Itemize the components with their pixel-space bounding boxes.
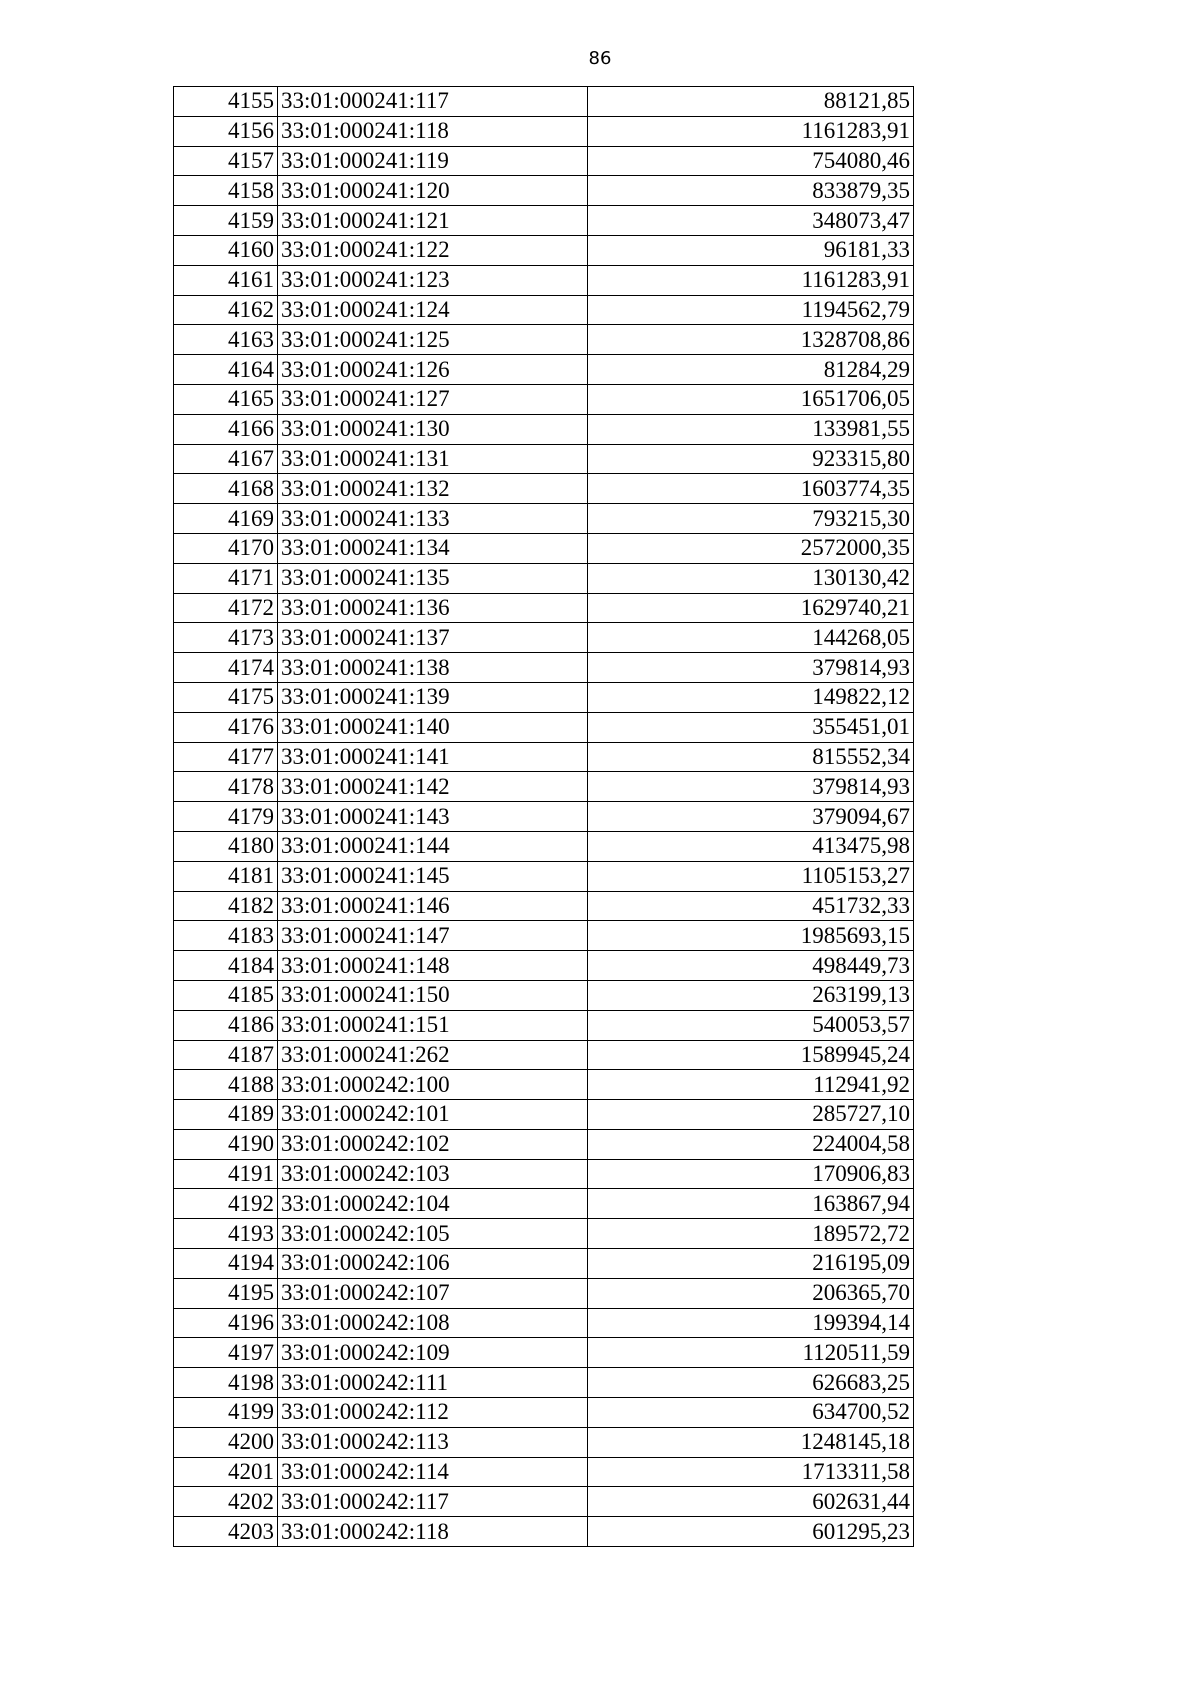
row-number-cell: 4199	[174, 1398, 278, 1428]
cadastral-number-cell: 33:01:000241:127	[278, 384, 588, 414]
cadastral-number-cell: 33:01:000242:102	[278, 1129, 588, 1159]
table-row	[174, 861, 914, 891]
table-row	[174, 1189, 914, 1219]
row-number-cell: 4174	[174, 653, 278, 683]
row-number-cell: 4166	[174, 414, 278, 444]
table-row	[174, 1129, 914, 1159]
cadastral-value-cell: 754080,46	[588, 146, 914, 176]
row-number-cell: 4190	[174, 1129, 278, 1159]
cadastral-number-cell: 33:01:000241:144	[278, 831, 588, 861]
table-row	[174, 265, 914, 295]
row-number-cell: 4192	[174, 1189, 278, 1219]
cadastral-value-cell: 815552,34	[588, 742, 914, 772]
table-row	[174, 355, 914, 385]
row-number-cell: 4155	[174, 87, 278, 117]
cadastral-number-cell: 33:01:000241:140	[278, 712, 588, 742]
cadastral-value-cell: 1589945,24	[588, 1040, 914, 1070]
table-row	[174, 1457, 914, 1487]
cadastral-number-cell: 33:01:000241:139	[278, 682, 588, 712]
cadastral-number-cell: 33:01:000241:121	[278, 206, 588, 236]
cadastral-number-cell: 33:01:000242:101	[278, 1100, 588, 1130]
cadastral-number-cell: 33:01:000241:118	[278, 116, 588, 146]
cadastral-value-cell: 923315,80	[588, 444, 914, 474]
cadastral-number-cell: 33:01:000241:131	[278, 444, 588, 474]
cadastral-number-cell: 33:01:000242:103	[278, 1159, 588, 1189]
table-row	[174, 772, 914, 802]
cadastral-value-cell: 263199,13	[588, 980, 914, 1010]
row-number-cell: 4176	[174, 712, 278, 742]
table-row	[174, 951, 914, 981]
row-number-cell: 4185	[174, 980, 278, 1010]
cadastral-number-cell: 33:01:000242:105	[278, 1219, 588, 1249]
row-number-cell: 4188	[174, 1070, 278, 1100]
cadastral-number-cell: 33:01:000241:133	[278, 504, 588, 534]
cadastral-value-table	[173, 86, 914, 1547]
cadastral-number-cell: 33:01:000242:111	[278, 1368, 588, 1398]
cadastral-number-cell: 33:01:000241:150	[278, 980, 588, 1010]
cadastral-value-cell: 1985693,15	[588, 921, 914, 951]
table-row	[174, 1159, 914, 1189]
row-number-cell: 4196	[174, 1308, 278, 1338]
cadastral-value-cell: 1161283,91	[588, 116, 914, 146]
table-row	[174, 235, 914, 265]
cadastral-value-cell: 285727,10	[588, 1100, 914, 1130]
table-row	[174, 1070, 914, 1100]
cadastral-number-cell: 33:01:000241:142	[278, 772, 588, 802]
table-row	[174, 623, 914, 653]
cadastral-value-cell: 348073,47	[588, 206, 914, 236]
table-row	[174, 206, 914, 236]
cadastral-value-cell: 163867,94	[588, 1189, 914, 1219]
row-number-cell: 4197	[174, 1338, 278, 1368]
cadastral-value-cell: 1105153,27	[588, 861, 914, 891]
table-row	[174, 1278, 914, 1308]
cadastral-number-cell: 33:01:000241:141	[278, 742, 588, 772]
cadastral-value-cell: 793215,30	[588, 504, 914, 534]
row-number-cell: 4189	[174, 1100, 278, 1130]
cadastral-value-cell: 130130,42	[588, 563, 914, 593]
cadastral-value-cell: 224004,58	[588, 1129, 914, 1159]
cadastral-number-cell: 33:01:000241:126	[278, 355, 588, 385]
table-row	[174, 802, 914, 832]
row-number-cell: 4198	[174, 1368, 278, 1398]
table-row	[174, 921, 914, 951]
cadastral-number-cell: 33:01:000241:151	[278, 1010, 588, 1040]
table-row	[174, 384, 914, 414]
cadastral-number-cell: 33:01:000241:148	[278, 951, 588, 981]
cadastral-number-cell: 33:01:000241:130	[278, 414, 588, 444]
cadastral-number-cell: 33:01:000242:118	[278, 1517, 588, 1547]
table-row	[174, 1427, 914, 1457]
page-number: 86	[588, 48, 612, 69]
table-row	[174, 1338, 914, 1368]
table-row	[174, 682, 914, 712]
table-row	[174, 295, 914, 325]
table-row	[174, 1487, 914, 1517]
row-number-cell: 4177	[174, 742, 278, 772]
cadastral-value-cell: 379814,93	[588, 772, 914, 802]
cadastral-value-cell: 498449,73	[588, 951, 914, 981]
cadastral-number-cell: 33:01:000242:113	[278, 1427, 588, 1457]
row-number-cell: 4195	[174, 1278, 278, 1308]
cadastral-number-cell: 33:01:000242:108	[278, 1308, 588, 1338]
cadastral-value-cell: 1713311,58	[588, 1457, 914, 1487]
table-row	[174, 712, 914, 742]
cadastral-value-cell: 1328708,86	[588, 325, 914, 355]
cadastral-value-cell: 170906,83	[588, 1159, 914, 1189]
cadastral-value-cell: 626683,25	[588, 1368, 914, 1398]
row-number-cell: 4161	[174, 265, 278, 295]
row-number-cell: 4193	[174, 1219, 278, 1249]
row-number-cell: 4167	[174, 444, 278, 474]
cadastral-number-cell: 33:01:000241:143	[278, 802, 588, 832]
row-number-cell: 4168	[174, 474, 278, 504]
row-number-cell: 4175	[174, 682, 278, 712]
row-number-cell: 4194	[174, 1249, 278, 1279]
table-row	[174, 1517, 914, 1547]
cadastral-value-cell: 601295,23	[588, 1517, 914, 1547]
table-row	[174, 325, 914, 355]
cadastral-value-cell: 112941,92	[588, 1070, 914, 1100]
cadastral-value-cell: 540053,57	[588, 1010, 914, 1040]
cadastral-value-cell: 1651706,05	[588, 384, 914, 414]
cadastral-value-cell: 602631,44	[588, 1487, 914, 1517]
row-number-cell: 4181	[174, 861, 278, 891]
cadastral-value-cell: 379814,93	[588, 653, 914, 683]
table-row	[174, 444, 914, 474]
cadastral-number-cell: 33:01:000241:146	[278, 891, 588, 921]
cadastral-value-cell: 81284,29	[588, 355, 914, 385]
table-row	[174, 1308, 914, 1338]
cadastral-number-cell: 33:01:000241:122	[278, 235, 588, 265]
cadastral-number-cell: 33:01:000241:262	[278, 1040, 588, 1070]
row-number-cell: 4186	[174, 1010, 278, 1040]
table-row	[174, 87, 914, 117]
cadastral-number-cell: 33:01:000241:135	[278, 563, 588, 593]
cadastral-value-cell: 199394,14	[588, 1308, 914, 1338]
cadastral-number-cell: 33:01:000241:147	[278, 921, 588, 951]
row-number-cell: 4163	[174, 325, 278, 355]
row-number-cell: 4201	[174, 1457, 278, 1487]
row-number-cell: 4172	[174, 593, 278, 623]
table-row	[174, 1249, 914, 1279]
table-row	[174, 116, 914, 146]
table-row	[174, 1040, 914, 1070]
row-number-cell: 4164	[174, 355, 278, 385]
row-number-cell: 4184	[174, 951, 278, 981]
table-row	[174, 1100, 914, 1130]
table-row	[174, 742, 914, 772]
cadastral-value-cell: 88121,85	[588, 87, 914, 117]
cadastral-number-cell: 33:01:000241:119	[278, 146, 588, 176]
cadastral-value-cell: 96181,33	[588, 235, 914, 265]
table-row	[174, 504, 914, 534]
table-row	[174, 474, 914, 504]
cadastral-value-cell: 833879,35	[588, 176, 914, 206]
row-number-cell: 4158	[174, 176, 278, 206]
cadastral-value-cell: 2572000,35	[588, 533, 914, 563]
cadastral-value-cell: 451732,33	[588, 891, 914, 921]
row-number-cell: 4170	[174, 533, 278, 563]
table-row	[174, 146, 914, 176]
table-row	[174, 563, 914, 593]
table-row	[174, 533, 914, 563]
row-number-cell: 4159	[174, 206, 278, 236]
cadastral-value-cell: 413475,98	[588, 831, 914, 861]
cadastral-value-cell: 1161283,91	[588, 265, 914, 295]
table-row	[174, 593, 914, 623]
table-body	[174, 87, 914, 1547]
row-number-cell: 4169	[174, 504, 278, 534]
cadastral-number-cell: 33:01:000242:107	[278, 1278, 588, 1308]
row-number-cell: 4178	[174, 772, 278, 802]
cadastral-number-cell: 33:01:000241:145	[278, 861, 588, 891]
row-number-cell: 4160	[174, 235, 278, 265]
row-number-cell: 4182	[174, 891, 278, 921]
cadastral-number-cell: 33:01:000241:134	[278, 533, 588, 563]
row-number-cell: 4173	[174, 623, 278, 653]
cadastral-number-cell: 33:01:000241:123	[278, 265, 588, 295]
cadastral-value-cell: 216195,09	[588, 1249, 914, 1279]
cadastral-value-cell: 1120511,59	[588, 1338, 914, 1368]
row-number-cell: 4191	[174, 1159, 278, 1189]
row-number-cell: 4162	[174, 295, 278, 325]
table-row	[174, 176, 914, 206]
row-number-cell: 4200	[174, 1427, 278, 1457]
row-number-cell: 4202	[174, 1487, 278, 1517]
table-row	[174, 653, 914, 683]
cadastral-number-cell: 33:01:000241:120	[278, 176, 588, 206]
cadastral-number-cell: 33:01:000242:106	[278, 1249, 588, 1279]
cadastral-number-cell: 33:01:000241:124	[278, 295, 588, 325]
table-row	[174, 891, 914, 921]
cadastral-number-cell: 33:01:000241:137	[278, 623, 588, 653]
cadastral-value-cell: 379094,67	[588, 802, 914, 832]
row-number-cell: 4180	[174, 831, 278, 861]
row-number-cell: 4179	[174, 802, 278, 832]
table-row	[174, 414, 914, 444]
cadastral-number-cell: 33:01:000241:117	[278, 87, 588, 117]
cadastral-value-cell: 133981,55	[588, 414, 914, 444]
cadastral-number-cell: 33:01:000242:104	[278, 1189, 588, 1219]
row-number-cell: 4183	[174, 921, 278, 951]
cadastral-number-cell: 33:01:000241:138	[278, 653, 588, 683]
cadastral-number-cell: 33:01:000241:132	[278, 474, 588, 504]
cadastral-value-cell: 149822,12	[588, 682, 914, 712]
cadastral-value-cell: 634700,52	[588, 1398, 914, 1428]
cadastral-value-cell: 1194562,79	[588, 295, 914, 325]
cadastral-number-cell: 33:01:000242:114	[278, 1457, 588, 1487]
cadastral-number-cell: 33:01:000242:117	[278, 1487, 588, 1517]
row-number-cell: 4203	[174, 1517, 278, 1547]
cadastral-value-cell: 1603774,35	[588, 474, 914, 504]
table-row	[174, 1398, 914, 1428]
row-number-cell: 4165	[174, 384, 278, 414]
cadastral-value-cell: 355451,01	[588, 712, 914, 742]
table-row	[174, 1010, 914, 1040]
row-number-cell: 4187	[174, 1040, 278, 1070]
table-row	[174, 1219, 914, 1249]
cadastral-number-cell: 33:01:000241:136	[278, 593, 588, 623]
table-row	[174, 831, 914, 861]
cadastral-number-cell: 33:01:000241:125	[278, 325, 588, 355]
cadastral-number-cell: 33:01:000242:109	[278, 1338, 588, 1368]
table-row	[174, 980, 914, 1010]
row-number-cell: 4156	[174, 116, 278, 146]
cadastral-value-cell: 144268,05	[588, 623, 914, 653]
row-number-cell: 4171	[174, 563, 278, 593]
cadastral-number-cell: 33:01:000242:112	[278, 1398, 588, 1428]
cadastral-value-cell: 206365,70	[588, 1278, 914, 1308]
row-number-cell: 4157	[174, 146, 278, 176]
cadastral-value-cell: 189572,72	[588, 1219, 914, 1249]
cadastral-number-cell: 33:01:000242:100	[278, 1070, 588, 1100]
table-row	[174, 1368, 914, 1398]
cadastral-value-cell: 1629740,21	[588, 593, 914, 623]
cadastral-value-cell: 1248145,18	[588, 1427, 914, 1457]
